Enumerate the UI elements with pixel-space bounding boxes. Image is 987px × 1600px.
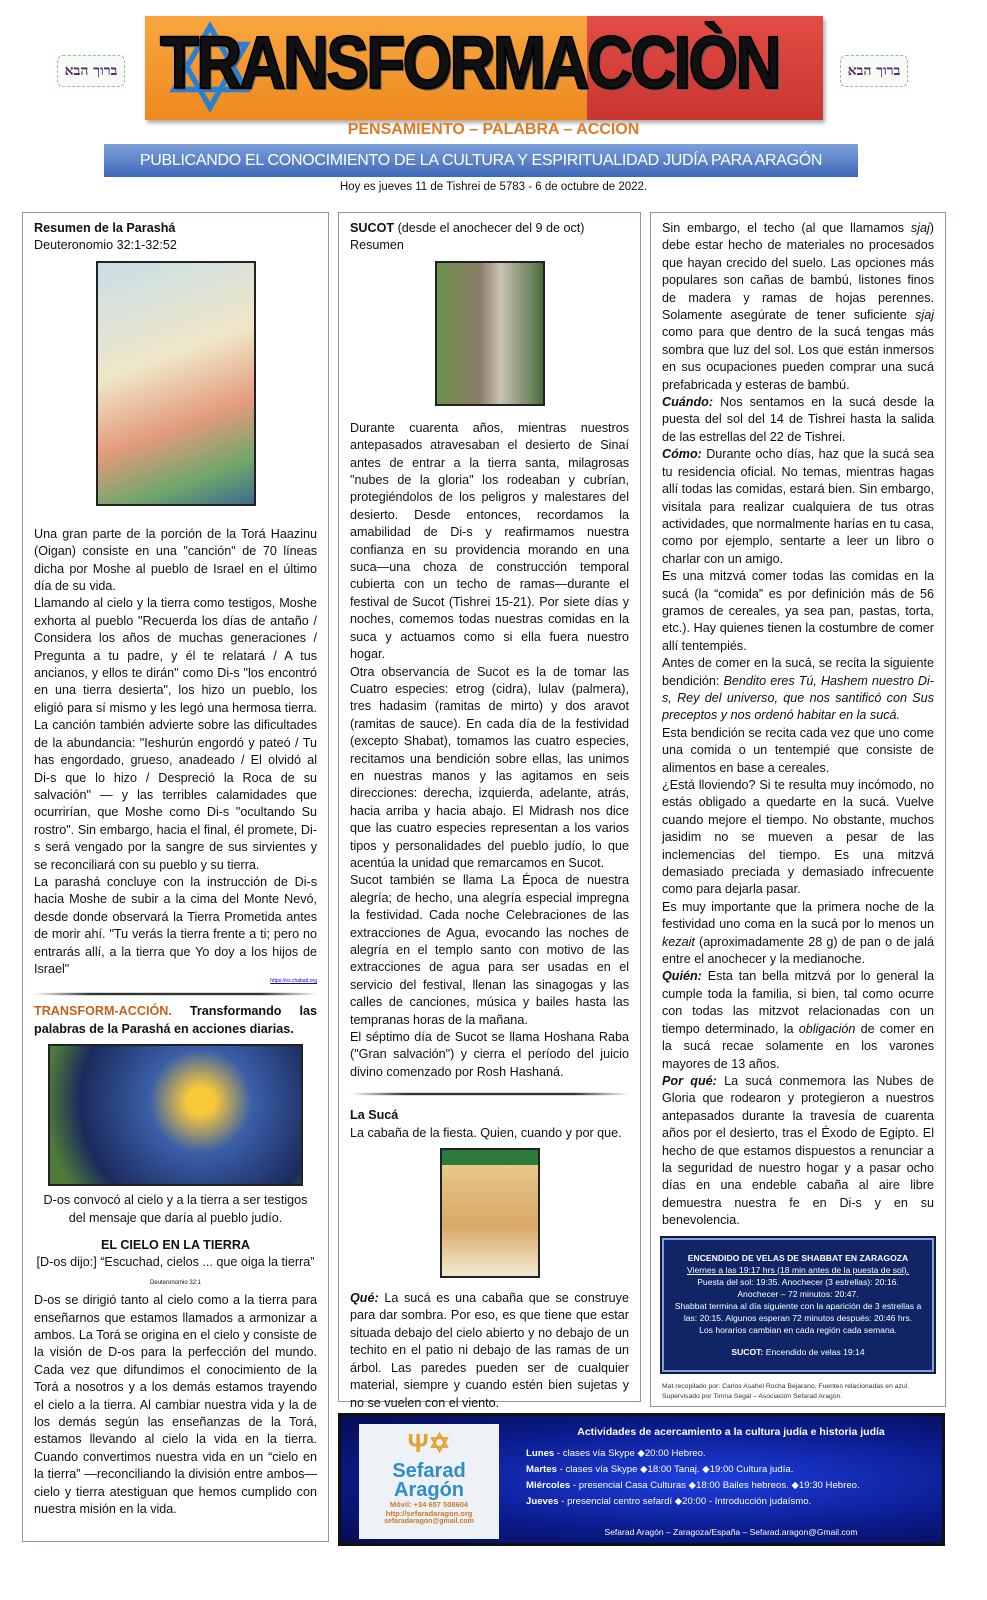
brand-transform: TRANSFORM-: [34, 1004, 119, 1019]
section-heading: EL CIELO EN LA TIERRA: [100, 1238, 251, 1252]
credits: Supervisado por Timna Segal – Asociación Sefarad Aragón.: [662, 1392, 843, 1400]
image-caption: D-os convocó al cielo y a la tierra a ser testigos del mensaje que daría al pueblo judío.: [43, 1193, 308, 1225]
label-cuando: Cuándo:: [662, 395, 714, 410]
logo-name: Sefarad: [392, 1460, 466, 1482]
contact-line: Sefarad Aragón – Zaragoza/España – Sefarad.aragon@Gmail.com: [604, 1527, 858, 1537]
label-que: Qué:: [350, 1291, 379, 1306]
divider: [34, 993, 317, 995]
activity-text: - presencial Casa Culturas ◆18:00 Bailes hebreos. ◆19:30 Hebreo.: [570, 1480, 860, 1491]
activity-item: [526, 1462, 936, 1478]
harp-painting-image: [96, 261, 256, 506]
activity-day: Martes: [526, 1464, 557, 1475]
logo-phone: Móvil: +34 657 508604: [389, 1500, 469, 1509]
paragraph: La sucá es una cabaña que se construye para dar sombra. Por eso, es que tiene que estar situada debajo del cielo abierto y no debajo de un techito en el patio ni debajo de las ramas de un árbol. Las paredes pueden ser de cualquier material, siempre y cuando estén bien sujetas y no se vuelen con el viento.: [350, 1291, 629, 1410]
parasha-title: Resumen de la Parashá: [34, 221, 176, 235]
section-tagline: Transformando las palabras de la Parashá en acciones diarias.: [34, 1004, 317, 1036]
activity-text: - clases vía Skype ◆18:00 Tanaj. ◆19:00 Cultura judía.: [556, 1464, 794, 1475]
suca-subtitle: La cabaña de la fiesta. Quien, cuando y por que.: [350, 1125, 622, 1140]
activity-day: Miércoles: [526, 1480, 571, 1491]
activities-title: Actividades de acercamiento a la cultura judía e historia judía: [577, 1426, 885, 1438]
credits: Mat recopilado por: Carlos Asahel Rocha Bejarano. Fuentes relacionadas en azul.: [662, 1382, 910, 1390]
masthead-title: TRANSFORMACCIÒN: [160, 21, 779, 104]
sucot-subtitle: Resumen: [350, 238, 404, 253]
welcome-hebrew-left: ברוך הבא: [57, 55, 125, 87]
suca-title: La Sucá: [350, 1108, 399, 1123]
quote: [D-os dijo:] “Escuchad, cielos ... que oiga la tierra”: [36, 1255, 315, 1270]
shabbat-line: Anochecer – 72 minutos: 20:47.: [737, 1288, 859, 1299]
activity-text: - presencial centro sefardí ◆20:00 - Introducción judaísmo.: [558, 1496, 812, 1507]
paragraph: Llamando al cielo y la tierra como testigos, Moshe exhorta al pueblo "Recuerda los días de antaño / Considera los años de muchas generaciones / Pregunta a tu padre, y él te relatará / A tus ancianos, y ellos te dirán" como Di-s "los encontró en una tierra desierta", los hizo un pueblo, los eligió para sí mismo y les legó una hermosa tierra. La canción también advierte sobre las dificultades de la abundancia: "Ieshurún engordó y pateó / Tu has engordado, grueso, anadeado / El olvidó al Di-s que lo hizo / Despreció la Roca de su salvación" — y las terribles calamidades que ocurrirían, que Moshe como Di-s "ocultando Su rostro". Sin embargo, hacia el final, él promete, Di-s será vengado por la sangre de sus sirvientes y se reconciliará con su pueblo y su tierra.: [34, 596, 317, 872]
shabbat-line: Shabbat termina al día siguiente con la aparición de 3 estrellas a las: 20:15. Algunos esperan 72 minutos después: 20:46 hrs.: [674, 1300, 922, 1323]
text: como para que dentro de la sucá tengas más sombra que luz del sol. Los que están inmersos en sus ocupaciones pueden comprar una sucá prefabricada y esteras de bambú.: [662, 325, 934, 392]
column-parasha: [22, 212, 329, 1542]
text: sjaj: [910, 221, 930, 235]
paragraph: D-os se dirigió tanto al cielo como a la tierra para enseñarnos que estamos llamados a armonizar a ambos. La Torá se origina en el cielo y consiste de la visión de D-os para la perfección del mundo. Cada vez que difundimos el conocimiento de la Torá a nosotros y a los demás estamos trayendo el cielo a la tierra. Al cambiar nuestra vida y la de los demás según las enseñanzas de la Torá, estamos llevando al cielo la vida en la tierra. Cuando convertimos nuestra vida en un “cielo en la tierra” —reconciliando la división entre ambos— cielo y tierra atestiguan que hemos cumplido con nuestra misión en la vida.: [34, 1293, 317, 1517]
subtitle-bar: PUBLICANDO EL CONOCIMIENTO DE LA CULTURA Y ESPIRITUALIDAD JUDÍA PARA ARAGÓN: [104, 144, 858, 177]
heaven-earth-image: [48, 1044, 303, 1186]
activities-banner: [338, 1413, 945, 1546]
logo-email[interactable]: sefaradaragon@gmail.com: [384, 1518, 474, 1525]
parasha-ref: Deuteronomio 32:1-32:52: [34, 238, 177, 253]
paragraph: Una gran parte de la porción de la Torá Haazinu (Oigan) consiste en una "canción" de 70 líneas dicha por Moshe al pueblo de Israel en el último día de su vida.: [34, 526, 317, 594]
text: La sucá conmemora las Nubes de Gloria que rodearon y protegieron a nuestros antepasados durante la travesía de cuarenta años por el desierto, tras el Éxodo de Egipto. El hecho de que estamos dispuestos a renunciar a la seguridad de nuestro hogar y a pasar ocho días en una endeble cabaña al aire libre demuestra nuestra fe en Di-s y en su benevolencia.: [662, 1073, 935, 1228]
paragraph: El séptimo día de Sucot se llama Hoshana Raba ("Gran salvación") y cierra el período del juicio divino comenzado por Rosh Hashaná.: [350, 1030, 629, 1079]
text: Esta tan bella mitzvá por lo general la cumple toda la familia, si bien, tal como ocurre con todas las mitzvot relacionadas con un tiempo determinado, la: [662, 969, 934, 1036]
shabbat-candle-box: [662, 1238, 934, 1372]
text: de comer en la sucá recae solamente en los varones mayores de 13 años.: [662, 1021, 934, 1071]
sucot-title: SUCOT: [350, 221, 395, 235]
motto: PENSAMIENTO – PALABRA – ACCION: [347, 121, 640, 138]
text: obligación: [798, 1021, 856, 1036]
text: sjaj: [915, 308, 934, 323]
activity-item: [526, 1478, 936, 1494]
paragraph: Durante cuarenta años, mientras nuestros antepasados atravesaban el desierto de Sinaí antes de entrar a la tierra santa, milagrosas "nubes de la gloria" los rodeaban y cubrían, protegiéndolos de los peligros y malestares del desierto. Desde entonces, recordamos la amabilidad de Di-s y reafirmamos nuestra confianza en su providencia morando en una suca—una choza de construcción temporal cubierta con un techo de ramas—durante el festival de Sucot (Tishrei 15-21). Por siete días y noches, comemos todas nuestras comidas en la suca y actuamos como si ella fuera nuestro hogar.: [350, 420, 629, 662]
text: Durante ocho días, haz que la sucá sea tu residencia oficial. No temas, mientras hagas allí todas las comidas, estará bien. Sin embargo, visítala para realizar cualquiera de tus otras actividades, que normalmente harías en tu casa, como por ejemplo, sentarte a leer un libro o charlar con un amigo.: [662, 447, 934, 566]
suca-illustration-image: [440, 1148, 540, 1278]
logo-name: Aragón: [394, 1479, 464, 1501]
label-por-que: Por qué:: [662, 1073, 717, 1088]
logo-url[interactable]: http://sefaradaragon.org: [385, 1509, 473, 1518]
paragraph: Esta bendición se recita cada vez que uno come una comida o un tentempié que consiste de alimentos en base a cereales.: [662, 725, 934, 775]
shabbat-line: Puesta del sol: 19:35. Anochecer (3 estrellas): 20:16.: [697, 1276, 899, 1287]
sefarad-aragon-logo: [359, 1424, 499, 1539]
activity-item: [526, 1494, 936, 1510]
paragraph: Sucot también se llama La Época de nuestra alegría; de hecho, una alegría especial impregna la festividad. Cada noche Celebraciones de las extracciones de Agua, evocando las noches de alegría en el templo santo con motivo de las extracciones de agua para ser usadas en el servicio del festival, llenan las sinagogas y las calles de canciones, música y bailes hasta las tempranas horas de la mañana.: [350, 873, 629, 1027]
column-suca-details: [650, 212, 946, 1407]
text: kezait: [662, 934, 695, 949]
paragraph: La parashá concluye con la instrucción de Di-s hacia Moshe de subir a la cima del Monte Nevó, desde donde observará la Tierra Prometida antes de morir ahí. "Tu verás la tierra frente a ti; pero no entrarás allí, a la tierra que Yo doy a los hijos de Israel": [34, 874, 317, 976]
text: ) debe estar hecho de materiales no procesados que hayan crecido del suelo. Las opciones más populares son cañas de bambú, listones finos de madera y ramas de hojas perennes. Solamente asegúrate de tener suficiente: [662, 221, 934, 323]
date-line: Hoy es jueves 11 de Tishrei de 5783 - 6 de octubre de 2022.: [339, 181, 648, 193]
text: Antes de comer en la sucá, se recita la siguiente bendición:: [662, 656, 934, 688]
sucot-date: (desde el anochecer del 9 de oct): [394, 221, 585, 235]
suca-photo-image: [435, 261, 545, 406]
paragraph: Es una mitzvá comer todas las comidas en la sucá (la “comida” es por definición más de 56 gramos de cereales, ya sea pan, pastas, torta, etc.). Hay quienes tienen la costumbre de comer allí tentempiés.: [662, 569, 934, 653]
quote-ref: Deuteronomio 32:1: [149, 1279, 202, 1286]
activity-day: Jueves: [526, 1496, 559, 1507]
activity-item: [526, 1446, 936, 1462]
text: Nos sentamos en la sucá desde la puesta del sol del 14 de Tishrei hasta la salida de las estrellas del 22 de Tishrei.: [662, 395, 934, 444]
brand-accion: ACCIÓN.: [118, 1004, 172, 1019]
text: (aproximadamente 28 g) de pan o de jalá entre el anochecer y la medianoche.: [662, 934, 934, 967]
shabbat-title: ENCENDIDO DE VELAS DE SHABBAT EN ZARAGOZA: [687, 1252, 909, 1263]
column-sucot: [338, 212, 641, 1410]
text: Sin embargo, el techo (al que llamamos: [662, 221, 911, 235]
label-quien: Quién:: [662, 969, 702, 984]
activity-text: - clases vía Skype ◆20:00 Hebreo.: [554, 1448, 706, 1459]
paragraph: ¿Está lloviendo? Si te resulta muy incómodo, no estás obligado a quedarte en la sucá. Vuelve cuando mejore el tiempo. No obstante, muchos jasidim no se mueven a pesar de las inclemencias del tiempo. Es una mitzvá demasiado preciada y demasiado infrecuente como para dejarla pasar.: [662, 778, 934, 897]
menorah-star-icon: Ψ✡: [407, 1428, 451, 1458]
shabbat-line: Los horarios cambian en cada región cada semana.: [699, 1324, 897, 1335]
divider: [350, 1093, 629, 1095]
label-como: Cómo:: [662, 447, 702, 462]
sucot-candle-time: Encendido de velas 19:14: [763, 1346, 865, 1357]
blessing: Bendito eres Tú, Hashem nuestro Di-s, Rey del universo, que nos santificó con Sus preceptos y nos ordenó habitar en la sucá.: [662, 673, 934, 723]
source-link[interactable]: https://es.chabad.org: [270, 978, 317, 985]
shabbat-line: Viernes a las 19:17 hrs (18 min antes de la puesta de sol).: [687, 1264, 909, 1275]
sucot-label: SUCOT:: [731, 1346, 764, 1357]
activity-day: Lunes: [526, 1448, 555, 1459]
welcome-hebrew-right: ברוך הבא: [840, 55, 908, 87]
paragraph: Otra observancia de Sucot es la de tomar las Cuatro especies: etrog (cidra), lulav (palmera), tres hadasim (ramitas de mirto) y dos aravot (ramitas de sauce). En cada día de la festividad (excepto Shabat), tomamos las cuatro especies, recitamos una bendición sobre ellas, las unimos en nuestras manos y las agitamos en seis direcciones: derecha, izquierda, adelante, atrás, hacia arriba y hacia abajo. El Midrash nos dice que las cuatro especies representan a los varios tipos y personalidades del pueblo judío, lo que acentúa la unidad que remarcamos en Sucot.: [350, 664, 629, 870]
text: Es muy importante que la primera noche de la festividad uno coma en la sucá por lo menos un: [662, 899, 934, 932]
